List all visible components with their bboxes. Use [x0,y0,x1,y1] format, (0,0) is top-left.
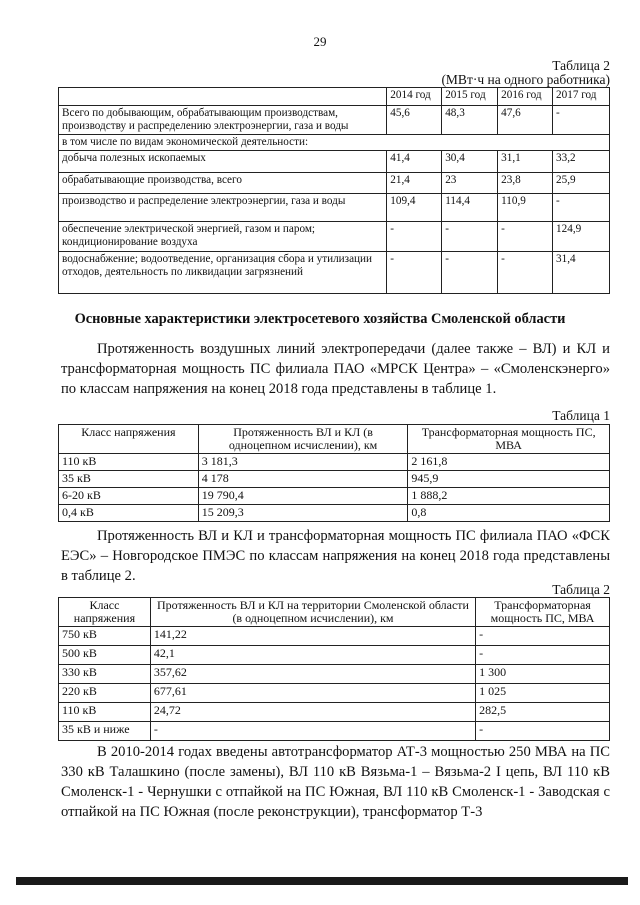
row-label: обеспечение электрической энергией, газом и паром; кондиционирование воздуха [59,222,387,252]
cell: 19 790,4 [198,488,408,505]
fsk-grid-table [58,597,610,741]
cell: - [553,106,610,135]
cell: - [476,646,610,665]
table-row [59,194,610,222]
cell: 750 кВ [59,627,151,646]
cell: 141,22 [150,627,475,646]
cell: 41,4 [387,151,442,173]
row-label: производство и распределение электроэнергии, газа и воды [59,194,387,222]
row-label: Всего по добывающим, обрабатывающим производствам, производству и распределению электроэнергии, газа и воды [59,106,387,135]
table-row [59,505,610,522]
cell: 3 181,3 [198,454,408,471]
cell: - [476,627,610,646]
cell: - [150,722,475,741]
cell: - [553,194,610,222]
column-header: Протяженность ВЛ и КЛ на территории Смоленской области (в одноцепном исчислении), км [150,598,475,627]
cell: - [387,222,442,252]
column-header: Класс напряжения [59,598,151,627]
cell: 23 [442,173,498,194]
table-row [59,684,610,703]
labor-productivity-table [58,87,610,294]
column-header: Трансформаторная мощность ПС, МВА [476,598,610,627]
column-header: Трансформаторная мощность ПС, МВА [408,425,610,454]
cell: 0,8 [408,505,610,522]
table-row [59,722,610,741]
cell: - [387,252,442,294]
cell: 23,8 [498,173,553,194]
cell: 31,4 [553,252,610,294]
table-row [59,471,610,488]
cell: - [498,222,553,252]
scan-edge-bar [16,877,628,885]
cell: 677,61 [150,684,475,703]
cell: 500 кВ [59,646,151,665]
table-row [59,173,610,194]
row-label: обрабатывающие производства, всего [59,173,387,194]
cell: 47,6 [498,106,553,135]
paragraph-fsk: Протяженность ВЛ и КЛ и трансформаторная мощность ПС филиала ПАО «ФСК ЕЭС» – Новгородское ПМЭС по классам напряжения на конец 2018 года представлены в таблице 2. [61,528,610,584]
table1-caption: Таблица 1 [552,408,610,423]
table2-caption: Таблица 2 [552,582,610,597]
table-row [59,646,610,665]
cell: 33,2 [553,151,610,173]
cell: 48,3 [442,106,498,135]
cell: 109,4 [387,194,442,222]
table-row [59,222,610,252]
cell: 124,9 [553,222,610,252]
table-header-row [59,425,610,454]
cell: - [498,252,553,294]
cell: 25,9 [553,173,610,194]
table0-unit: (МВт·ч на одного работника) [441,72,610,87]
cell: 6-20 кВ [59,488,199,505]
year-header: 2016 год [498,88,553,106]
cell: 35 кВ [59,471,199,488]
cell: 1 025 [476,684,610,703]
cell: 31,1 [498,151,553,173]
cell: 945,9 [408,471,610,488]
row-label: водоснабжение; водоотведение, организация сбора и утилизации отходов, деятельность по ликвидации загрязнений [59,252,387,294]
table-row [59,252,610,294]
year-header: 2015 год [442,88,498,106]
cell: 4 178 [198,471,408,488]
year-header: 2017 год [553,88,610,106]
cell: 2 161,8 [408,454,610,471]
table-row [59,665,610,684]
table-row [59,151,610,173]
table-subheader-row [59,135,610,151]
cell: 0,4 кВ [59,505,199,522]
cell: 21,4 [387,173,442,194]
year-header: 2014 год [387,88,442,106]
cell: 30,4 [442,151,498,173]
table-row [59,454,610,471]
table0-caption: Таблица 2 [552,58,610,73]
column-header: Класс напряжения [59,425,199,454]
cell: 357,62 [150,665,475,684]
cell: 1 888,2 [408,488,610,505]
cell: 114,4 [442,194,498,222]
cell: 45,6 [387,106,442,135]
table-row [59,106,610,135]
table-header-row [59,88,610,106]
section-heading: Основные характеристики электросетевого хозяйства Смоленской области [74,311,566,327]
paragraph-mrsk: Протяженность воздушных линий электропередачи (далее также – ВЛ) и КЛ и трансформаторная мощность ПС филиала ПАО «МРСК Центра» – «Смоленскэнерго» по классам напряжения на конец 2018 года представлены в таблице 1. [61,341,610,397]
paragraph-commissioning: В 2010-2014 годах введены автотрансформатор АТ-3 мощностью 250 МВА на ПС 330 кВ Талашкино (после замены), ВЛ 110 кВ Вязьма-1 – Вязьма-2 I цепь, ВЛ 110 кВ Смоленск-1 - Чернушки с отпайкой на ПС Южная, ВЛ 110 кВ Смоленск-1 - Заводская с отпайкой на ПС Южная (после реконструкции), трансформатор Т-3 [61,744,610,820]
subheader: в том числе по видам экономической деятельности: [59,135,610,151]
table-row [59,488,610,505]
cell: 110,9 [498,194,553,222]
table-row [59,627,610,646]
cell: 110 кВ [59,703,151,722]
table-row [59,703,610,722]
cell: 282,5 [476,703,610,722]
cell: 42,1 [150,646,475,665]
mrsk-grid-table [58,424,610,522]
row-label: добыча полезных ископаемых [59,151,387,173]
cell: - [442,252,498,294]
cell: 24,72 [150,703,475,722]
cell: - [442,222,498,252]
cell: 15 209,3 [198,505,408,522]
cell: - [476,722,610,741]
table-header-row [59,598,610,627]
cell: 330 кВ [59,665,151,684]
cell: 1 300 [476,665,610,684]
cell: 35 кВ и ниже [59,722,151,741]
column-header: Протяженность ВЛ и КЛ (в одноцепном исчислении), км [198,425,408,454]
header-empty [59,88,387,106]
cell: 220 кВ [59,684,151,703]
cell: 110 кВ [59,454,199,471]
page-number: 29 [313,34,327,49]
